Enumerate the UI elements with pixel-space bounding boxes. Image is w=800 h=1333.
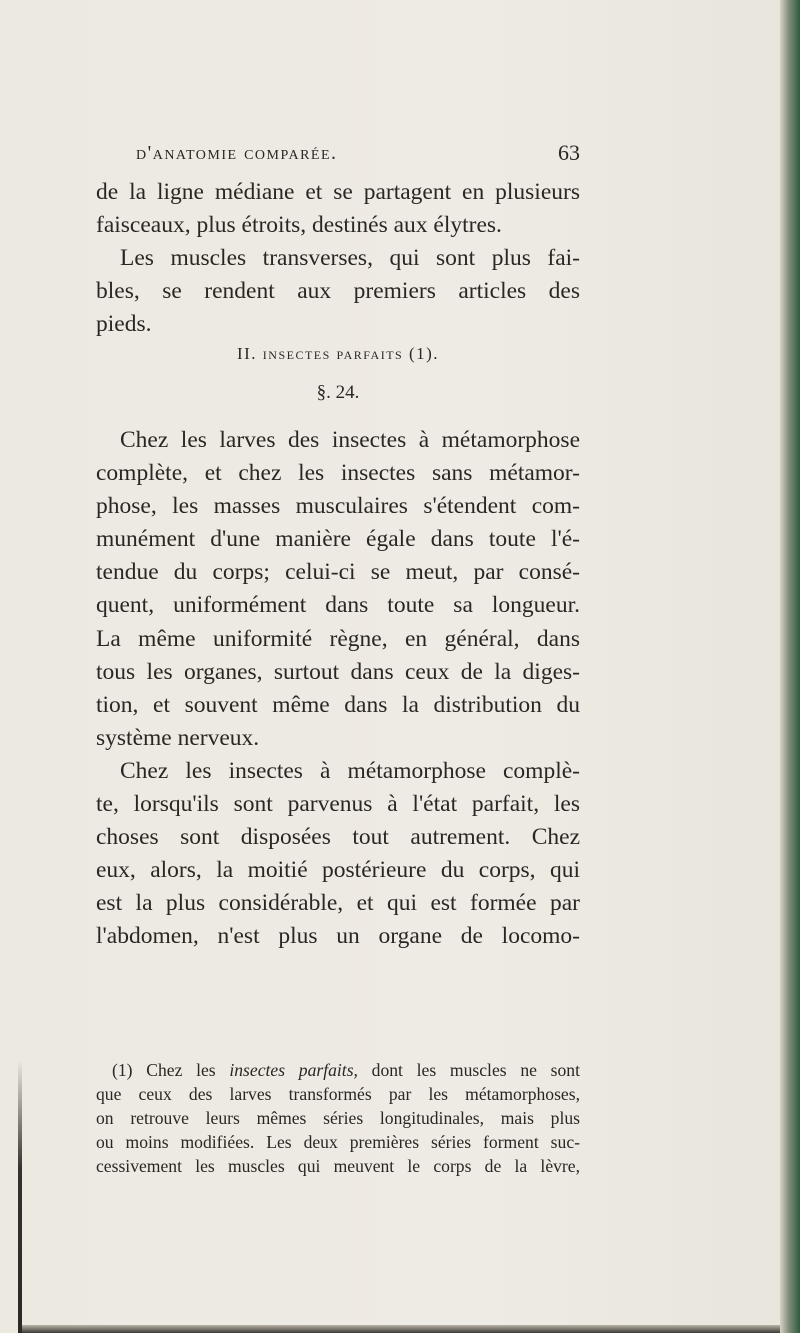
footnote-line: on retrouve leurs mêmes séries longitudinales, mais plus — [96, 1108, 580, 1128]
page-gutter-shadow — [18, 1060, 22, 1333]
text-line: Les muscles transverses, qui sont plus fai- — [120, 245, 580, 272]
paragraph-main — [96, 424, 580, 755]
book-cover-edge — [780, 0, 800, 1333]
text-line: complète, et chez les insectes sans métamor- — [96, 460, 580, 487]
text-line: munément d'une manière égale dans toute l'é- — [96, 526, 580, 553]
paragraph-second — [96, 755, 580, 954]
text-line: quent, uniformément dans toute sa longueur. — [96, 592, 580, 619]
footnote-prefix: (1) Chez les — [112, 1060, 216, 1080]
footnote-line: que ceux des larves transformés par les métamorphoses, — [96, 1084, 580, 1104]
text-line: phose, les masses musculaires s'étendent com- — [96, 493, 580, 520]
footnote-line — [96, 1058, 580, 1082]
footnote-line: ou moins modifiées. Les deux premières séries forment suc- — [96, 1132, 580, 1152]
running-head: d'anatomie comparée. — [136, 142, 338, 164]
text-line: Chez les insectes à métamorphose complè- — [120, 758, 580, 784]
text-line: tendue du corps; celui-ci se meut, par consé- — [96, 559, 580, 586]
text-line: La même uniformité règne, en général, dans — [96, 625, 580, 652]
text-line: eux, alors, la moitié postérieure du corps, qui — [96, 857, 580, 884]
text-line: Chez les larves des insectes à métamorphose — [120, 427, 580, 453]
page-header — [96, 138, 580, 174]
page-bottom-edge — [22, 1325, 800, 1333]
text-line: tous les organes, surtout dans ceux de la diges- — [96, 658, 580, 685]
page-number: 63 — [558, 140, 580, 165]
text-line: te, lorsqu'ils sont parvenus à l'état parfait, les — [96, 791, 580, 818]
section-title: II. insectes parfaits (1). — [236, 344, 440, 363]
text-line: tion, et souvent même dans la distribution du — [96, 691, 580, 718]
text-line: l'abdomen, n'est plus un organe de locomo- — [96, 923, 580, 950]
text-line: de la ligne médiane et se partagent en plusieurs — [96, 179, 580, 205]
text-line: choses sont disposées tout autrement. Chez — [96, 824, 580, 851]
section-number: §. 24. — [316, 382, 360, 403]
footnote-italic-term: insectes parfaits, — [229, 1060, 358, 1080]
footnote — [96, 1058, 580, 1178]
text-line: système nerveux. — [96, 724, 260, 751]
paragraph-intro — [96, 176, 580, 341]
text-line: est la plus considérable, et qui est formée par — [96, 890, 580, 917]
text-line: faisceaux, plus étroits, destinés aux élytres. — [96, 212, 502, 239]
text-line: pieds. — [96, 311, 152, 338]
text-line: bles, se rendent aux premiers articles des — [96, 278, 580, 305]
footnote-line: cessivement les muscles qui meuvent le corps de la lèvre, — [96, 1156, 580, 1176]
footnote-suffix: dont les muscles ne sont — [371, 1060, 580, 1080]
